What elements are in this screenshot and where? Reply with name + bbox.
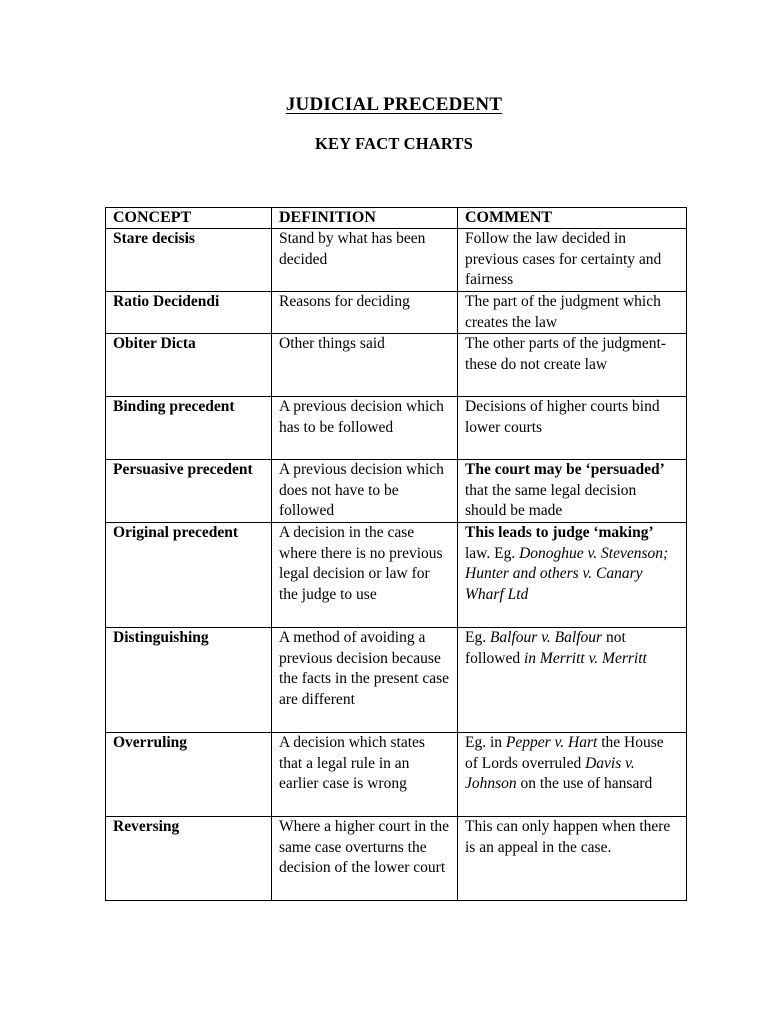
key-fact-table-body: [106, 208, 687, 901]
comment-cell: [458, 733, 687, 817]
key-fact-table: [105, 207, 687, 901]
concept-cell: Ratio Decidendi: [106, 292, 272, 334]
definition-cell: A previous decision which does not have to be followed: [272, 460, 458, 523]
comment-fragment: Eg. in: [465, 734, 506, 752]
definition-cell: A decision in the case where there is no previous legal decision or law for the judge to use: [272, 523, 458, 628]
comment-cell: [458, 460, 687, 523]
definition-cell: Stand by what has been decided: [272, 229, 458, 292]
table-row: [106, 523, 687, 628]
comment-fragment: the House of Lords overruled: [465, 734, 664, 772]
comment-fragment: that the same legal decision should be made: [465, 481, 637, 520]
definition-cell: A previous decision which has to be followed: [272, 397, 458, 460]
column-header-concept: CONCEPT: [106, 208, 272, 229]
table-row: [106, 229, 687, 292]
comment-fragment: This can only happen when there is an appeal in the case.: [465, 818, 671, 856]
comment-fragment: Follow the law decided in previous cases for certainty and fairness: [465, 230, 662, 289]
comment-fragment: Donoghue v. Stevenson;: [519, 544, 669, 562]
comment-cell: [458, 229, 687, 292]
comment-fragment: This leads to judge ‘making’: [465, 524, 654, 542]
comment-fragment: in Merritt v. Merritt: [523, 649, 647, 667]
comment-cell: [458, 523, 687, 628]
concept-cell: Overruling: [106, 733, 272, 817]
comment-fragment: on the use of hansard: [516, 775, 653, 793]
table-row: [106, 817, 687, 901]
table-row: [106, 334, 687, 397]
table-row: [106, 460, 687, 523]
table-header-row: [106, 208, 687, 229]
comment-cell: [458, 817, 687, 901]
comment-fragment: Hunter and others v. Canary Wharf Ltd: [465, 565, 643, 603]
definition-cell: Where a higher court in the same case overturns the decision of the lower court: [272, 817, 458, 901]
comment-cell: [458, 292, 687, 334]
comment-fragment: The part of the judgment which creates the law: [465, 293, 661, 331]
concept-cell: Persuasive precedent: [106, 460, 272, 523]
comment-fragment: Balfour v. Balfour: [489, 629, 603, 647]
page-subtitle: KEY FACT CHARTS: [315, 134, 473, 153]
comment-fragment: The court may be ‘persuaded’: [465, 461, 665, 479]
definition-cell: A decision which states that a legal rule in an earlier case is wrong: [272, 733, 458, 817]
table-row: [106, 628, 687, 733]
concept-cell: Distinguishing: [106, 628, 272, 733]
comment-fragment: Decisions of higher courts bind lower courts: [465, 398, 660, 436]
page-title: JUDICIAL PRECEDENT: [285, 94, 503, 115]
table-row: [106, 292, 687, 334]
definition-cell: A method of avoiding a previous decision because the facts in the present case are different: [272, 628, 458, 733]
definition-cell: Reasons for deciding: [272, 292, 458, 334]
comment-cell: [458, 334, 687, 397]
comment-fragment: law. Eg.: [465, 544, 520, 562]
concept-cell: Stare decisis: [106, 229, 272, 292]
comment-fragment: Pepper v. Hart: [505, 734, 598, 752]
concept-cell: Binding precedent: [106, 397, 272, 460]
concept-cell: Obiter Dicta: [106, 334, 272, 397]
concept-cell: Reversing: [106, 817, 272, 901]
column-header-comment: COMMENT: [458, 208, 687, 229]
comment-fragment: Davis v. Johnson: [465, 754, 635, 793]
table-row: [106, 397, 687, 460]
comment-cell: [458, 397, 687, 460]
table-row: [106, 733, 687, 817]
comment-fragment: not followed: [465, 629, 626, 667]
comment-fragment: Eg.: [465, 629, 490, 647]
concept-cell: Original precedent: [106, 523, 272, 628]
comment-cell: [458, 628, 687, 733]
definition-cell: Other things said: [272, 334, 458, 397]
comment-fragment: The other parts of the judgment- these do not create law: [465, 335, 667, 373]
column-header-definition: DEFINITION: [272, 208, 458, 229]
